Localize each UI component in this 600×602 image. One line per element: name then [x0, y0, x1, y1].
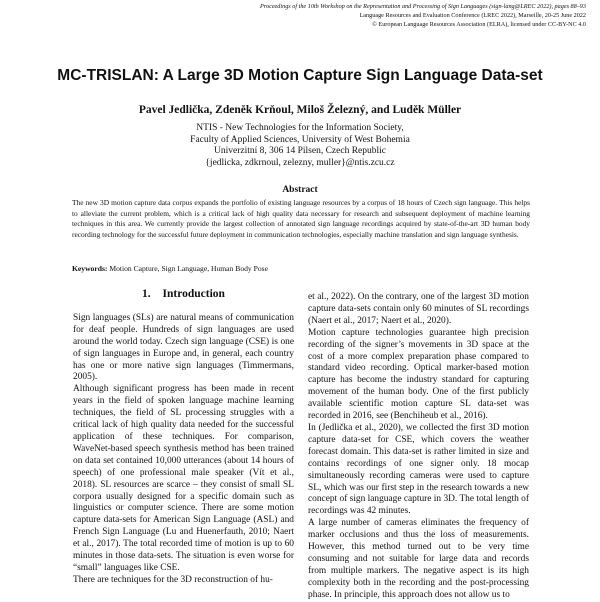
paragraph: Sign languages (SLs) are natural means of communication for deaf people. Hundreds of sign languages are used around the world today. Czech sign language (CSE) is one of sign languages in Europe and, in general, each country has one or more native sign languages (Timmermans, 2005).	[73, 312, 294, 383]
affiliation-block	[0, 123, 600, 169]
section-heading	[73, 289, 294, 301]
header-line-3: © European Language Resources Association (ELRA), licensed under CC-BY-NC 4.0	[372, 21, 586, 28]
section-number: 1.	[142, 288, 151, 300]
header-line-2: Language Resources and Evaluation Conference (LREC 2022), Marseille, 20-25 June 2022	[359, 12, 586, 19]
abstract-heading: Abstract	[282, 185, 318, 195]
paragraph: A large number of cameras eliminates the frequency of marker occlusions and thus the loss of measurements. However, this method turned out to be very time consuming and not suitable for large data and records from multiple markers. The negative aspect is its high complexity both in the recording and the post-processing phase. In principle, this approach does not allow us to	[308, 518, 529, 600]
paragraph: There are techniques for the 3D reconstruction of hu-	[73, 574, 273, 585]
left-column	[73, 285, 294, 587]
affiliation-line: Univerzitní 8, 306 14 Pilsen, Czech Republic	[213, 146, 387, 156]
keywords-text: Motion Capture, Sign Language, Human Body Pose	[109, 264, 268, 273]
paper-title: MC-TRISLAN: A Large 3D Motion Capture Sign Language Data-set	[57, 67, 543, 84]
affiliation-emails: {jedlicka, zdkrnoul, zelezny, muller}@ntis.zcu.cz	[205, 157, 395, 168]
paragraph: Motion capture technologies guarantee high precision recording of the signer’s movements in 3D space at the cost of a more complex preparation phase compared to standard video recording. Optical marker-based motion capture has become the industry standard for capturing movement of the human body. One of the first publicly available scientific motion capture SL data-set was recorded in 2016, see (Benchiheub et al., 2016).	[308, 327, 529, 422]
affiliation-line: Faculty of Applied Sciences, University of West Bohemia	[190, 134, 410, 145]
affiliation-line: NTIS - New Technologies for the Information Society,	[196, 123, 404, 133]
abstract-text: The new 3D motion capture data corpus expands the portfolio of existing language resources by a corpus of 18 hours of Czech sign language. This helps to alleviate the current problem, which is a critical lack of high quality data necessary for research and subsequent deployment of machine learning techniques in this area. We currently provide the largest collection of annotated sign language recordings acquired by state-of-the-art 3D human body recording technology for the successful future deployment in communication technologies, especially machine translation and sign language synthesis.	[72, 198, 530, 239]
right-column	[308, 292, 529, 602]
paragraph: In (Jedlička et al., 2020), we collected the first 3D motion capture data-set for CSE, which covers the weather forecast domain. This data-set is rather limited in size and contains recordings of one signer only. 18 mocap simultaneously recording cameras were used to capture SL, which was our first step in the research towards a new concept of sign language capture in 3D. The total length of recordings was 42 minutes.	[308, 422, 529, 517]
paragraph: et al., 2022). On the contrary, one of the largest 3D motion capture data-sets contain only 60 minutes of SL recordings (Naert et al., 2017; Naert et al., 2020).	[308, 292, 529, 326]
keywords-line	[72, 264, 530, 273]
author-list: Pavel Jedlička, Zdeněk Krňoul, Miloš Železný, and Luděk Müller	[138, 104, 462, 116]
proceedings-header	[116, 2, 586, 29]
keywords-label: Keywords:	[72, 264, 108, 273]
section-title: Introduction	[162, 288, 225, 300]
header-line-1: Proceedings of the 10th Workshop on the Representation and Processing of Sign Languages (sign-lang@LREC 2022), pages 88–93	[260, 3, 586, 10]
paragraph: Although significant progress has been made in recent years in the field of spoken language machine learning techniques, the field of SL processing struggles with a critical lack of high quality data needed for the successful application of these techniques. For comparison, WaveNet-based speech synthesis method has been trained on data set contained 10,000 utterances (about 14 hours of speech) of one professional male speaker (Vít et al., 2018). SL resources are scarce – they consist of small SL corpora usually designed for a specific domain such as linguistics or computer science. There are some motion capture data-sets for American Sign Language (ASL) and French Sign Language (Lu and Huenerfauth, 2010; Naert et al., 2017). The total recorded time of motion is up to 60 minutes in those data-sets. The situation is even worse for “small” languages like CSE.	[73, 384, 294, 573]
